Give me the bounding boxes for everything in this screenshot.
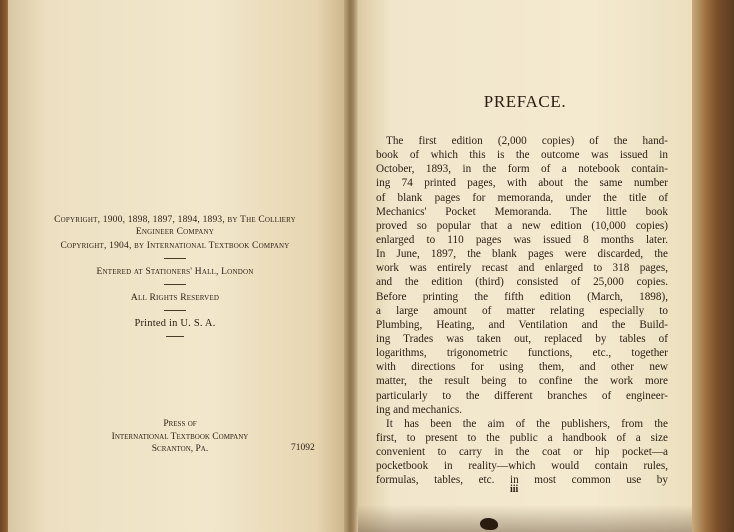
text-line: proved so popular that a new edition (10,000 copies) [376, 219, 668, 232]
text-line: ing 74 printed pages, with about the same number [376, 177, 668, 190]
copyright-line: Copyright, 1900, 1898, 1897, 1894, 1893, by The Colliery [54, 215, 296, 225]
page-title: PREFACE. [483, 92, 567, 111]
page-shadow [358, 505, 692, 532]
text-line: Before printing the fifth edition (March, 1898), [376, 290, 668, 303]
text-line: The first edition (2,000 copies) of the hand- [386, 135, 668, 147]
stationers-hall-notice: Entered at Stationers' Hall, London [96, 267, 254, 277]
text-line: work was entirely recast and enlarged to 318 pages, [376, 262, 668, 275]
copyright-block [20, 214, 330, 344]
press-line: Scranton, Pa. [151, 444, 209, 454]
text-line: It has been the aim of the publishers, from the [386, 417, 668, 430]
text-line: a large amount of matter relating especially to [376, 304, 668, 317]
copyright-line: Engineer Company [135, 227, 215, 237]
text-line: matter, the result being to confine the work more [376, 375, 668, 388]
page-number: iii [510, 484, 519, 495]
text-line: particularly to the different branches of engineer- [376, 389, 668, 402]
book-gutter [344, 0, 358, 532]
job-number: 71092 [291, 443, 315, 453]
press-block [80, 418, 280, 456]
divider [164, 284, 186, 285]
text-line: first, to present to the public a handbook of a size [376, 431, 668, 444]
text-line: ing Trades was taken out, replaced by tables of [376, 332, 668, 345]
text-line: Plumbing, Heating, and Ventilation and the Build- [376, 318, 668, 331]
press-line: Press of [163, 419, 197, 429]
copyright-line: Copyright, 1904, by International Textbook Company [60, 241, 290, 251]
text-line: book of which this is the outcome was issued in [376, 149, 668, 162]
text-line: In June, 1897, the blank pages were discarded, the [376, 248, 668, 261]
text-line: ing and mechanics. [376, 403, 463, 416]
text-line: enlarged to 110 pages was issued 8 months later. [376, 233, 668, 246]
text-line: pocketbook in reality—which would contain rules, [376, 460, 668, 473]
text-line: Mechanics' Pocket Memoranda. The little book [376, 205, 668, 218]
printed-notice: Printed in U. S. A. [134, 318, 216, 329]
rights-notice: All Rights Reserved [130, 293, 220, 303]
text-line: of blank pages for memoranda, under the title of [376, 191, 668, 204]
text-line: convenient to carry in the coat or hip pocket—a [376, 446, 668, 459]
page-edge [692, 0, 734, 532]
preface-body [376, 134, 668, 488]
press-line: International Textbook Company [111, 431, 249, 442]
divider [164, 310, 186, 311]
text-line: with directions for using them, and other new [376, 361, 668, 374]
text-line: October, 1893, in the form of a notebook contain- [376, 163, 668, 176]
text-line: formulas, tables, etc. in most common use by [376, 474, 668, 487]
ink-blot [480, 518, 498, 530]
text-line: logarithms, trigonometric functions, etc., together [376, 347, 668, 360]
text-line: and the edition (third) consisted of 25,000 copies. [376, 276, 668, 289]
divider [166, 336, 184, 337]
divider [164, 258, 186, 259]
